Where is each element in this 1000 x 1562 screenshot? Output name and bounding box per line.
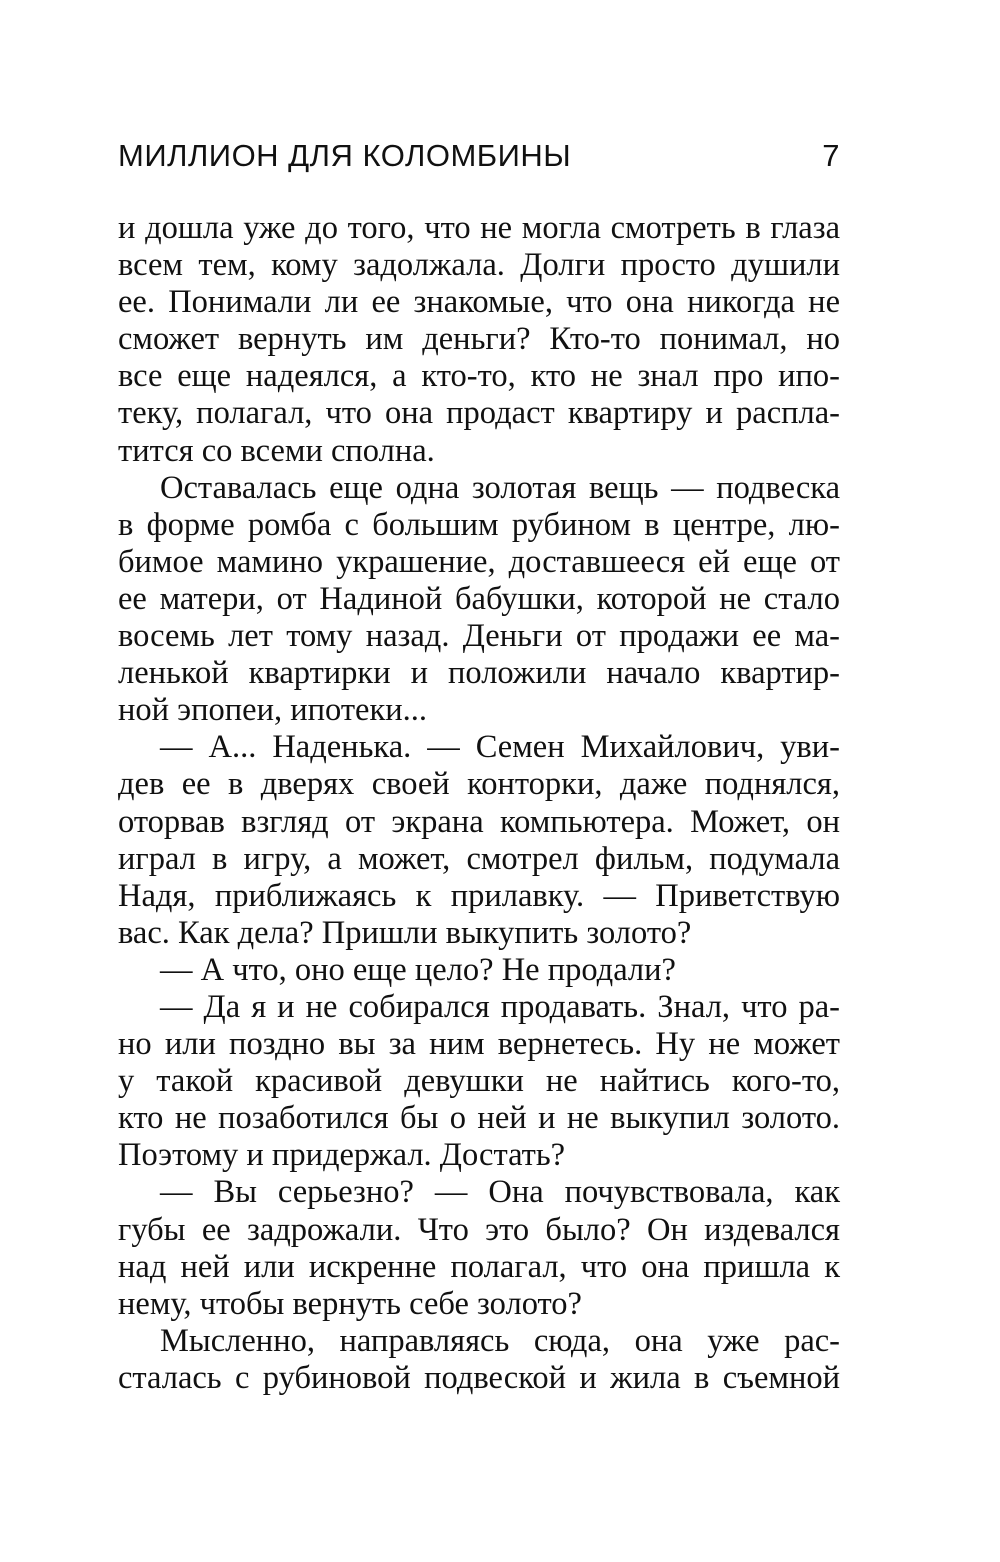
text-line: ее. Понимали ли ее знакомые, что она никогда не <box>118 284 840 321</box>
text-line: дев ее в дверях своей конторки, даже поднялся, <box>118 766 840 803</box>
text-line: бимое мамино украшение, доставшееся ей еще от <box>118 543 840 580</box>
text-line: ленькой квартирки и положили начало квартир- <box>118 655 840 692</box>
text-line: Поэтому и придержал. Достать? <box>118 1137 566 1174</box>
text-line: нему, чтобы вернуть себе золото? <box>118 1285 582 1322</box>
text-line: — Вы серьезно? — Она почувствовала, как <box>160 1174 840 1211</box>
text-line: оторвав взгляд от экрана компьютера. Может, он <box>118 803 840 840</box>
text-line: играл в игру, а может, смотрел фильм, подумала <box>118 840 840 877</box>
text-line: все еще надеялся, а кто-то, кто не знал про ипо- <box>118 358 840 395</box>
text-line: у такой красивой девушки не найтись кого-то, <box>118 1063 840 1100</box>
page-number: 7 <box>822 138 840 173</box>
text-line: — А... Наденька. — Семен Михайлович, уви- <box>160 729 840 766</box>
text-line: и дошла уже до того, что не могла смотреть в глаза <box>118 210 840 246</box>
text-line: сталась с рубиновой подвеской и жила в съемной <box>118 1359 840 1396</box>
text-line: сможет вернуть им деньги? Кто-то понимал, но <box>118 321 840 358</box>
running-header <box>118 138 840 178</box>
text-line: Мысленно, направляясь сюда, она уже рас- <box>160 1322 840 1359</box>
text-line: теку, полагал, что она продаст квартиру и распла- <box>118 395 840 432</box>
text-line: вас. Как дела? Пришли выкупить золото? <box>118 914 692 951</box>
text-line: — А что, оно еще цело? Не продали? <box>160 951 676 988</box>
text-line: Надя, приближаясь к прилавку. — Приветствую <box>118 877 840 914</box>
book-title: МИЛЛИОН ДЛЯ КОЛОМБИНЫ <box>118 138 572 173</box>
text-line: кто не позаботился бы о ней и не выкупил золото. <box>118 1100 840 1137</box>
text-line: но или поздно вы за ним вернетесь. Ну не может <box>118 1026 840 1063</box>
text-line: над ней или искренне полагал, что она пришла к <box>118 1248 840 1285</box>
text-line: восемь лет тому назад. Деньги от продажи ее ма- <box>118 618 840 655</box>
text-line: в форме ромба с большим рубином в центре, лю- <box>118 506 840 543</box>
text-line: тится со всеми сполна. <box>118 432 435 469</box>
text-line: губы ее задрожали. Что это было? Он издевался <box>118 1211 840 1248</box>
text-line: — Да я и не собирался продавать. Знал, что ра- <box>160 988 840 1025</box>
text-line: Оставалась еще одна золотая вещь — подвеска <box>160 469 840 506</box>
body-text <box>118 210 840 1397</box>
text-line: ной эпопеи, ипотеки... <box>118 692 428 729</box>
text-line: всем тем, кому задолжала. Долги просто душили <box>118 247 840 284</box>
text-line: ее матери, от Надиной бабушки, которой не стало <box>118 580 840 617</box>
